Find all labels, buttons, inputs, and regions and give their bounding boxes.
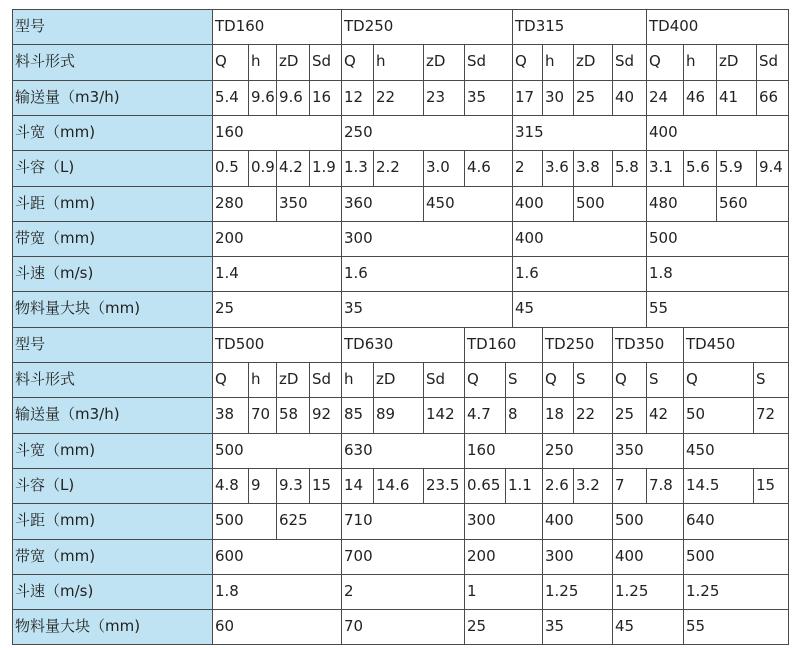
value-cell: 1.6 bbox=[515, 264, 539, 282]
row-label: 斗距（mm) bbox=[15, 511, 96, 529]
value-cell: Q bbox=[649, 52, 661, 70]
value-cell: 23.5 bbox=[426, 476, 460, 494]
row-label: 物料量大块（mm) bbox=[15, 299, 141, 317]
value-cell: zD bbox=[376, 370, 396, 388]
grid-vline bbox=[788, 291, 789, 327]
value-cell: 92 bbox=[312, 405, 332, 423]
model-cell: TD400 bbox=[649, 17, 699, 35]
value-cell: 1.8 bbox=[215, 582, 239, 600]
value-cell: 300 bbox=[545, 547, 574, 565]
row-label: 型号 bbox=[15, 17, 46, 35]
value-cell: 58 bbox=[279, 405, 299, 423]
value-cell: 25 bbox=[615, 405, 635, 423]
value-cell: Sd bbox=[312, 52, 332, 70]
value-cell: 640 bbox=[686, 511, 715, 529]
value-cell: 3.8 bbox=[576, 158, 600, 176]
value-cell: 24 bbox=[649, 88, 669, 106]
value-cell: 400 bbox=[545, 511, 574, 529]
value-cell: 46 bbox=[686, 88, 706, 106]
value-cell: 500 bbox=[215, 441, 244, 459]
model-cell: TD350 bbox=[615, 335, 665, 353]
value-cell: 280 bbox=[215, 194, 244, 212]
value-cell: 12 bbox=[344, 88, 364, 106]
value-cell: 4.8 bbox=[215, 476, 239, 494]
value-cell: 4.6 bbox=[467, 158, 491, 176]
value-cell: 1.9 bbox=[312, 158, 336, 176]
grid-vline bbox=[788, 362, 789, 398]
grid-vline bbox=[788, 468, 789, 504]
value-cell: 142 bbox=[426, 405, 455, 423]
grid-vline bbox=[788, 503, 789, 539]
value-cell: 35 bbox=[467, 88, 487, 106]
value-cell: 2 bbox=[515, 158, 525, 176]
value-cell: zD bbox=[279, 370, 299, 388]
value-cell: h bbox=[376, 52, 386, 70]
grid-vline bbox=[788, 150, 789, 186]
value-cell: 25 bbox=[467, 617, 487, 635]
value-cell: 70 bbox=[251, 405, 271, 423]
value-cell: 25 bbox=[576, 88, 596, 106]
value-cell: 17 bbox=[515, 88, 535, 106]
value-cell: 5.6 bbox=[686, 158, 710, 176]
value-cell: 500 bbox=[615, 511, 644, 529]
value-cell: h bbox=[251, 52, 261, 70]
grid-vline bbox=[788, 221, 789, 257]
value-cell: 1.25 bbox=[686, 582, 720, 600]
value-cell: 14.5 bbox=[686, 476, 720, 494]
grid-vline bbox=[788, 115, 789, 151]
value-cell: Q bbox=[686, 370, 698, 388]
grid-vline bbox=[788, 609, 789, 645]
value-cell: 9 bbox=[251, 476, 261, 494]
value-cell: Q bbox=[545, 370, 557, 388]
grid-vline bbox=[788, 44, 789, 80]
value-cell: 200 bbox=[467, 547, 496, 565]
value-cell: Q bbox=[615, 370, 627, 388]
value-cell: 35 bbox=[545, 617, 565, 635]
value-cell: 5.4 bbox=[215, 88, 239, 106]
value-cell: 3.1 bbox=[649, 158, 673, 176]
grid-vline bbox=[788, 574, 789, 610]
grid-hline bbox=[12, 644, 788, 645]
value-cell: 5.8 bbox=[615, 158, 639, 176]
value-cell: 45 bbox=[615, 617, 635, 635]
value-cell: 16 bbox=[312, 88, 332, 106]
value-cell: 1 bbox=[467, 582, 477, 600]
value-cell: 400 bbox=[515, 229, 544, 247]
value-cell: h bbox=[344, 370, 354, 388]
value-cell: 1.3 bbox=[344, 158, 368, 176]
value-cell: 30 bbox=[545, 88, 565, 106]
value-cell: 315 bbox=[515, 123, 544, 141]
value-cell: 300 bbox=[344, 229, 373, 247]
value-cell: 700 bbox=[344, 547, 373, 565]
value-cell: Q bbox=[344, 52, 356, 70]
value-cell: 450 bbox=[686, 441, 715, 459]
row-label: 斗距（mm) bbox=[15, 194, 96, 212]
value-cell: 0.5 bbox=[215, 158, 239, 176]
value-cell: 1.6 bbox=[344, 264, 368, 282]
value-cell: Sd bbox=[426, 370, 446, 388]
row-label: 料斗形式 bbox=[15, 370, 76, 388]
value-cell: zD bbox=[719, 52, 739, 70]
value-cell: 15 bbox=[312, 476, 332, 494]
value-cell: 72 bbox=[756, 405, 776, 423]
value-cell: 18 bbox=[545, 405, 565, 423]
value-cell: 14.6 bbox=[376, 476, 410, 494]
value-cell: 250 bbox=[344, 123, 373, 141]
value-cell: 350 bbox=[615, 441, 644, 459]
value-cell: 350 bbox=[279, 194, 308, 212]
value-cell: 500 bbox=[576, 194, 605, 212]
row-label: 斗宽（mm) bbox=[15, 123, 96, 141]
value-cell: 1.1 bbox=[508, 476, 532, 494]
model-cell: TD500 bbox=[215, 335, 265, 353]
model-cell: TD160 bbox=[215, 17, 265, 35]
value-cell: 3.0 bbox=[426, 158, 450, 176]
value-cell: 1.25 bbox=[615, 582, 649, 600]
value-cell: 70 bbox=[344, 617, 364, 635]
value-cell: 400 bbox=[515, 194, 544, 212]
value-cell: 55 bbox=[686, 617, 706, 635]
value-cell: 23 bbox=[426, 88, 446, 106]
value-cell: 42 bbox=[649, 405, 669, 423]
value-cell: 625 bbox=[279, 511, 308, 529]
value-cell: 9.6 bbox=[251, 88, 275, 106]
value-cell: 9.3 bbox=[279, 476, 303, 494]
value-cell: 5.9 bbox=[719, 158, 743, 176]
value-cell: 360 bbox=[344, 194, 373, 212]
value-cell: h bbox=[545, 52, 555, 70]
value-cell: 400 bbox=[649, 123, 678, 141]
value-cell: 3.2 bbox=[576, 476, 600, 494]
value-cell: 4.7 bbox=[467, 405, 491, 423]
value-cell: 9.6 bbox=[279, 88, 303, 106]
value-cell: 1.4 bbox=[215, 264, 239, 282]
value-cell: S bbox=[649, 370, 659, 388]
value-cell: zD bbox=[426, 52, 446, 70]
value-cell: 600 bbox=[215, 547, 244, 565]
value-cell: Q bbox=[215, 370, 227, 388]
value-cell: h bbox=[686, 52, 696, 70]
grid-vline bbox=[788, 539, 789, 575]
value-cell: 41 bbox=[719, 88, 739, 106]
model-cell: TD450 bbox=[686, 335, 736, 353]
value-cell: 2.2 bbox=[376, 158, 400, 176]
value-cell: Sd bbox=[615, 52, 635, 70]
value-cell: Q bbox=[515, 52, 527, 70]
value-cell: 200 bbox=[215, 229, 244, 247]
value-cell: 500 bbox=[215, 511, 244, 529]
grid-vline bbox=[788, 9, 789, 45]
row-label: 料斗形式 bbox=[15, 52, 76, 70]
value-cell: Sd bbox=[467, 52, 487, 70]
value-cell: 89 bbox=[376, 405, 396, 423]
row-label: 斗速（m/s) bbox=[15, 582, 94, 600]
value-cell: 66 bbox=[759, 88, 779, 106]
value-cell: S bbox=[576, 370, 586, 388]
value-cell: 1.8 bbox=[649, 264, 673, 282]
value-cell: 7 bbox=[615, 476, 625, 494]
grid-vline bbox=[788, 256, 789, 292]
value-cell: 85 bbox=[344, 405, 364, 423]
grid-vline bbox=[788, 327, 789, 363]
value-cell: 500 bbox=[686, 547, 715, 565]
value-cell: 9.4 bbox=[759, 158, 783, 176]
grid-vline bbox=[788, 433, 789, 469]
value-cell: 1.25 bbox=[545, 582, 579, 600]
model-cell: TD250 bbox=[545, 335, 595, 353]
grid-vline bbox=[788, 397, 789, 433]
value-cell: 2 bbox=[344, 582, 354, 600]
value-cell: zD bbox=[576, 52, 596, 70]
value-cell: 8 bbox=[508, 405, 518, 423]
value-cell: zD bbox=[279, 52, 299, 70]
value-cell: 35 bbox=[344, 299, 364, 317]
value-cell: 160 bbox=[467, 441, 496, 459]
value-cell: 450 bbox=[426, 194, 455, 212]
value-cell: Sd bbox=[312, 370, 332, 388]
value-cell: 710 bbox=[344, 511, 373, 529]
row-label: 型号 bbox=[15, 335, 46, 353]
value-cell: 40 bbox=[615, 88, 635, 106]
value-cell: 38 bbox=[215, 405, 235, 423]
grid-vline bbox=[788, 80, 789, 116]
grid-vline bbox=[788, 186, 789, 222]
value-cell: 25 bbox=[215, 299, 235, 317]
value-cell: 14 bbox=[344, 476, 364, 494]
row-label: 斗宽（mm) bbox=[15, 441, 96, 459]
spec-table bbox=[12, 9, 788, 645]
value-cell: 22 bbox=[376, 88, 396, 106]
value-cell: 560 bbox=[719, 194, 748, 212]
row-label: 输送量（m3/h) bbox=[15, 405, 120, 423]
value-cell: 480 bbox=[649, 194, 678, 212]
row-label: 物料量大块（mm) bbox=[15, 617, 141, 635]
model-cell: TD160 bbox=[467, 335, 517, 353]
value-cell: 500 bbox=[649, 229, 678, 247]
value-cell: h bbox=[251, 370, 261, 388]
value-cell: 0.65 bbox=[467, 476, 501, 494]
value-cell: 0.9 bbox=[251, 158, 275, 176]
row-label: 斗容（L) bbox=[15, 476, 75, 494]
model-cell: TD630 bbox=[344, 335, 394, 353]
value-cell: 2.6 bbox=[545, 476, 569, 494]
value-cell: 250 bbox=[545, 441, 574, 459]
row-label: 带宽（mm) bbox=[15, 229, 96, 247]
value-cell: S bbox=[756, 370, 766, 388]
value-cell: 7.8 bbox=[649, 476, 673, 494]
value-cell: Sd bbox=[759, 52, 779, 70]
value-cell: 160 bbox=[215, 123, 244, 141]
value-cell: S bbox=[508, 370, 518, 388]
row-label: 斗容（L) bbox=[15, 158, 75, 176]
value-cell: Q bbox=[467, 370, 479, 388]
value-cell: 15 bbox=[756, 476, 776, 494]
value-cell: 22 bbox=[576, 405, 596, 423]
value-cell: Q bbox=[215, 52, 227, 70]
value-cell: 50 bbox=[686, 405, 706, 423]
value-cell: 60 bbox=[215, 617, 235, 635]
row-label: 带宽（mm) bbox=[15, 547, 96, 565]
value-cell: 400 bbox=[615, 547, 644, 565]
value-cell: 55 bbox=[649, 299, 669, 317]
value-cell: 630 bbox=[344, 441, 373, 459]
model-cell: TD250 bbox=[344, 17, 394, 35]
value-cell: 4.2 bbox=[279, 158, 303, 176]
value-cell: 300 bbox=[467, 511, 496, 529]
row-label: 输送量（m3/h) bbox=[15, 88, 120, 106]
value-cell: 3.6 bbox=[545, 158, 569, 176]
row-label: 斗速（m/s) bbox=[15, 264, 94, 282]
value-cell: 45 bbox=[515, 299, 535, 317]
model-cell: TD315 bbox=[515, 17, 565, 35]
